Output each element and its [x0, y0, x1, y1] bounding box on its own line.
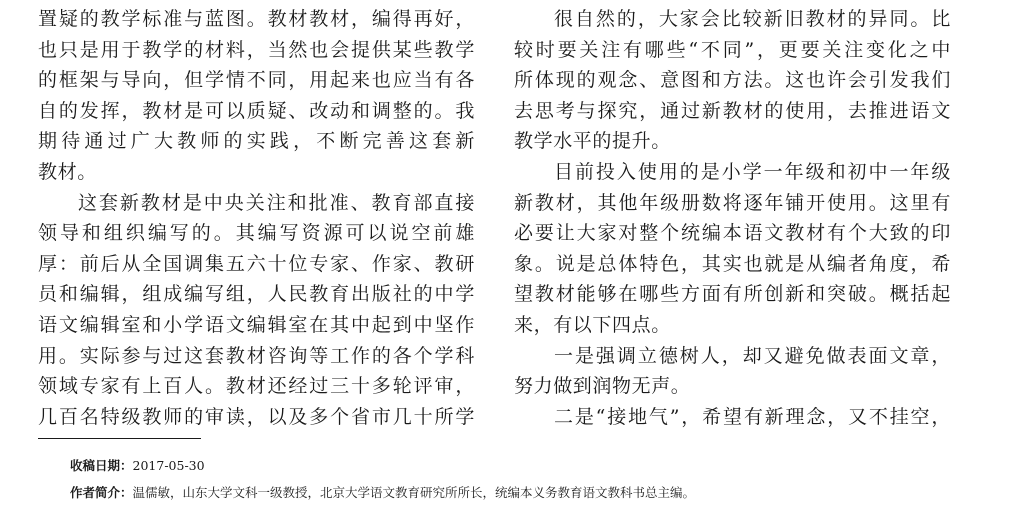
text-line: 领导和组织编写的。其编写资源可以说空前雄 — [38, 222, 475, 245]
text-line: 教学水平的提升。 — [514, 130, 671, 153]
author-bio-value: 温儒敏，山东大学文科一级教授，北京大学语文教育研究所所长，统编本义务教育语文教科书总主编。 — [132, 485, 696, 500]
footnote-divider — [38, 438, 201, 439]
text-line: 教材。 — [38, 160, 97, 183]
text-line: 自的发挥，教材是可以质疑、改动和调整的。我 — [38, 99, 475, 122]
text-line: 较时要关注有哪些“不同”，更要关注变化之中 — [514, 38, 951, 61]
text-line: 几百名特级教师的审读，以及多个省市几十所学 — [38, 405, 475, 428]
author-bio-label: 作者简介： — [70, 485, 133, 500]
text-line: 新教材，其他年级册数将逐年铺开使用。这里有 — [514, 191, 951, 214]
text-line: 领域专家有上百人。教材还经过三十多轮评审， — [38, 375, 475, 398]
text-line: 语文编辑室和小学语文编辑室在其中起到中坚作 — [38, 313, 475, 336]
text-line: 厚：前后从全国调集五六十位专家、作家、教研 — [38, 252, 475, 275]
received-date-value: 2017-05-30 — [132, 458, 205, 473]
text-line: 期待通过广大教师的实践，不断完善这套新 — [38, 130, 475, 153]
text-line: 去思考与探究，通过新教材的使用，去推进语文 — [514, 99, 951, 122]
text-line: 必要让大家对整个统编本语文教材有个大致的印 — [514, 222, 951, 245]
text-line: 所体现的观念、意图和方法。这也许会引发我们 — [514, 69, 951, 92]
received-date-label: 收稿日期： — [70, 458, 133, 473]
text-line: 置疑的教学标准与蓝图。教材教材，编得再好， — [38, 8, 475, 30]
paragraph-start-line: 一是强调立德树人，却又避免做表面文章， — [554, 344, 951, 367]
right-column — [514, 4, 951, 432]
paragraph-start-line: 很自然的，大家会比较新旧教材的异同。比 — [554, 8, 951, 30]
received-date-footnote — [70, 458, 205, 474]
paragraph-start-line: 这套新教材是中央关注和批准、教育部直接 — [78, 191, 475, 214]
text-line: 也只是用于教学的材料，当然也会提供某些教学 — [38, 38, 475, 61]
author-bio-footnote — [70, 485, 695, 501]
text-line: 努力做到润物无声。 — [514, 375, 691, 398]
text-line: 象。说是总体特色，其实也就是从编者角度，希 — [514, 252, 951, 275]
paragraph-start-line: 目前投入使用的是小学一年级和初中一年级 — [554, 160, 951, 183]
text-line: 来，有以下四点。 — [514, 313, 671, 336]
paragraph-start-line: 二是“接地气”，希望有新理念，又不挂空， — [554, 405, 951, 428]
text-line: 用。实际参与过这套教材咨询等工作的各个学科 — [38, 344, 475, 367]
text-line: 的框架与导向，但学情不同，用起来也应当有各 — [38, 69, 475, 92]
text-line: 望教材能够在哪些方面有所创新和突破。概括起 — [514, 283, 951, 306]
text-line: 员和编辑，组成编写组，人民教育出版社的中学 — [38, 283, 475, 306]
left-column — [38, 4, 475, 432]
